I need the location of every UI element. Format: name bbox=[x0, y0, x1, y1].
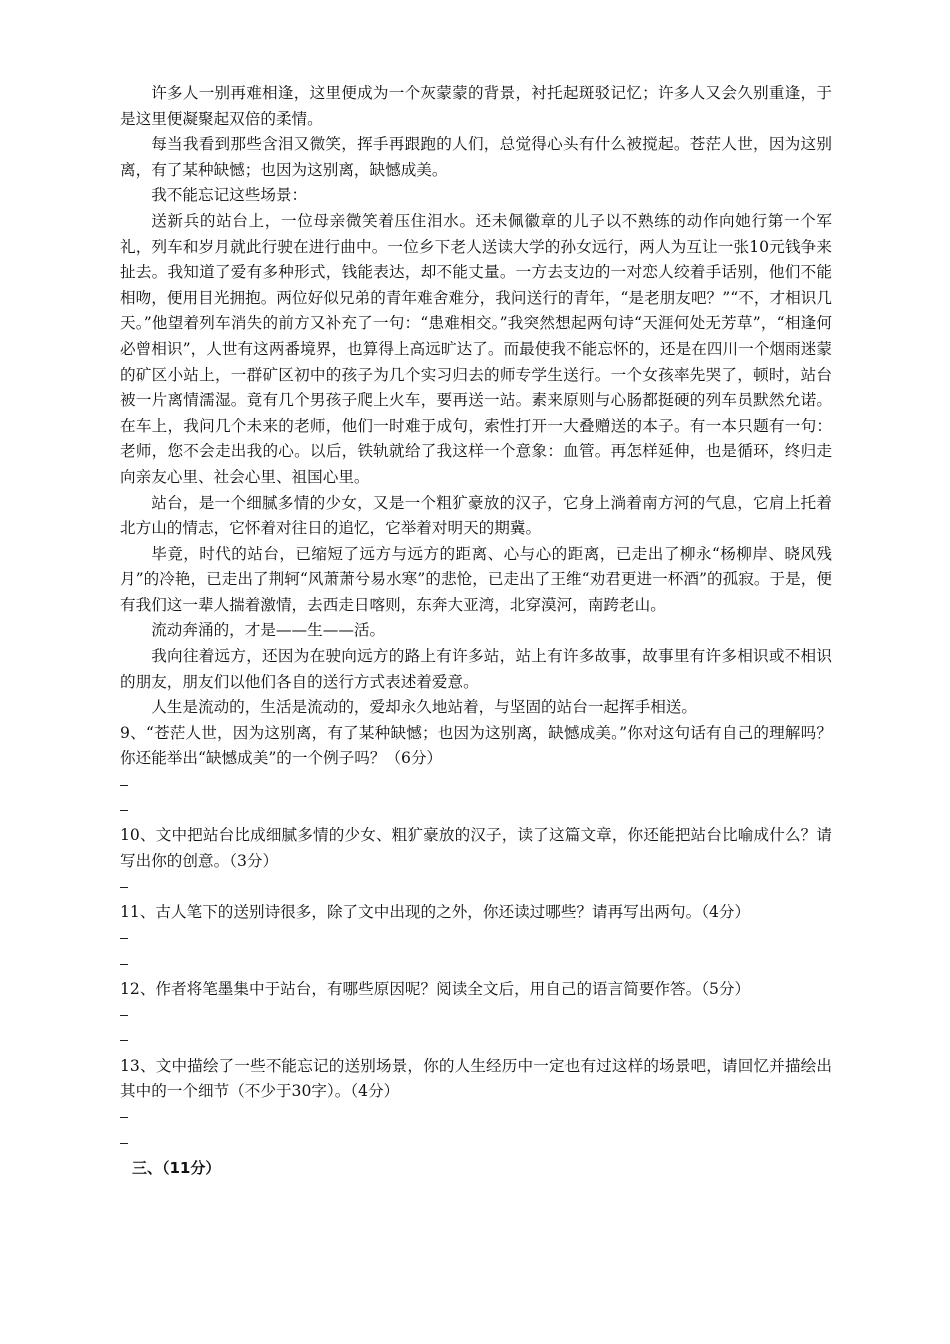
question-9: 9、“苍茫人世，因为这别离，有了某种缺憾；也因为这别离，缺憾成美。”你对这句话有自己的理解吗？你还能举出“缺憾成美”的一个例子吗？（6分） bbox=[120, 723, 832, 768]
answer-line[interactable] bbox=[120, 798, 832, 824]
paragraph-8: 我向往着远方，还因为在驶向远方的路上有许多站，站上有许多故事，故事里有许多相识或不相识的朋友，朋友们以他们各自的送行方式表述着爱意。 bbox=[120, 647, 832, 691]
answer-line[interactable] bbox=[120, 1105, 832, 1131]
answer-blank bbox=[120, 810, 128, 811]
paragraph-2: 每当我看到那些含泪又微笑，挥手再跟跑的人们，总觉得心头有什么被搅起。苍茫人世，因为这别离，有了某种缺憾；也因为这别离，缺憾成美。 bbox=[120, 135, 832, 179]
answer-line[interactable] bbox=[120, 772, 832, 798]
answer-blank bbox=[120, 964, 128, 965]
answer-line[interactable] bbox=[120, 1028, 832, 1054]
question-10: 10、文中把站台比成细腻多情的少女、粗犷豪放的汉子，读了这篇文章，你还能把站台比喻成什么？请写出你的创意。（3分） bbox=[120, 826, 832, 870]
section-heading: 三、（11分） bbox=[132, 1158, 221, 1177]
answer-line[interactable] bbox=[120, 926, 832, 952]
answer-blank bbox=[120, 785, 128, 786]
paragraph-9: 人生是流动的，生活是流动的，爱却永久地站着，与坚固的站台一起挥手相送。 bbox=[151, 698, 697, 717]
paragraph-6: 毕竟，时代的站台，已缩短了远方与远方的距离、心与心的距离，已走出了柳永“杨柳岸、晓风残月”的冷艳，已走出了荆轲“风萧萧兮易水寒”的悲怆，已走出了王维“劝君更进一杯酒”的孤寂。于是，便有我们这一辈人揣着激情，去西走日喀则，东奔大亚湾，北穿漠河，南跨老山。 bbox=[120, 544, 832, 614]
question-11: 11、古人笔下的送别诗很多，除了文中出现的之外，你还读过哪些？请再写出两句。（4分） bbox=[120, 903, 751, 921]
answer-blank bbox=[120, 887, 128, 888]
answer-blank bbox=[120, 1117, 128, 1118]
question-13: 13、文中描绘了一些不能忘记的送别场景，你的人生经历中一定也有过这样的场景吧，请回忆并描绘出其中的一个细节（不少于30字）。（4分） bbox=[120, 1056, 832, 1101]
answer-line[interactable] bbox=[120, 1130, 832, 1156]
paragraph-4: 送新兵的站台上，一位母亲微笑着压住泪水。还未佩徽章的儿子以不熟练的动作向她行第一个军礼，列车和岁月就此行驶在进行曲中。一位乡下老人送读大学的孙女远行，两人为互让一张10元钱争来扯去。我知道了爱有多种形式，钱能表达，却不能丈量。一方去支边的一对恋人绞着手话别，他们不能相吻，便用目光拥抱。两位好似兄弟的青年难舍难分，我问送行的青年，“是老朋友吧？”“不，才相识几天。”他望着列车消失的前方又补充了一句：“患难相交。”我突然想起两句诗“天涯何处无芳草”，“相逢何必曾相识”，人世有这两番境界，也算得上高远旷达了。而最使我不能忘怀的，还是在四川一个烟雨迷蒙的矿区小站上，一群矿区初中的孩子为几个实习归去的师专学生送行。一个女孩率先哭了，顿时，站台被一片离情濡湿。竟有几个男孩子爬上火车，要再送一站。素来原则与心肠都挺硬的列车员默然允诺。在车上，我问几个未来的老师，他们一时难于成句，索性打开一大叠赠送的本子。有一本只题有一句：老师，您不会走出我的心。以后，铁轨就给了我这样一个意象：血管。再怎样延伸，也是循环，终归走向亲友心里、社会心里、祖国心里。 bbox=[120, 211, 832, 486]
paragraph-1: 许多人一别再难相逢，这里便成为一个灰蒙蒙的背景，衬托起斑驳记忆；许多人又会久别重逢，于是这里便凝聚起双倍的柔情。 bbox=[120, 84, 832, 128]
answer-blank bbox=[120, 1143, 128, 1144]
answer-blank bbox=[120, 938, 128, 939]
answer-line[interactable] bbox=[120, 1002, 832, 1028]
answer-blank bbox=[120, 1015, 128, 1016]
paragraph-3: 我不能忘记这些场景： bbox=[151, 186, 308, 205]
answer-line[interactable] bbox=[120, 874, 832, 900]
paragraph-5: 站台，是一个细腻多情的少女，又是一个粗犷豪放的汉子，它身上淌着南方河的气息，它肩上托着北方山的情志，它怀着对往日的追忆，它举着对明天的期冀。 bbox=[120, 493, 832, 538]
answer-blank bbox=[120, 1040, 128, 1041]
paragraph-7: 流动奔涌的，才是——生——活。 bbox=[151, 621, 386, 640]
question-12: 12、作者将笔墨集中于站台，有哪些原因呢？阅读全文后，用自己的语言简要作答。（5分） bbox=[120, 979, 751, 998]
answer-line[interactable] bbox=[120, 951, 832, 977]
text-block bbox=[120, 81, 832, 1182]
